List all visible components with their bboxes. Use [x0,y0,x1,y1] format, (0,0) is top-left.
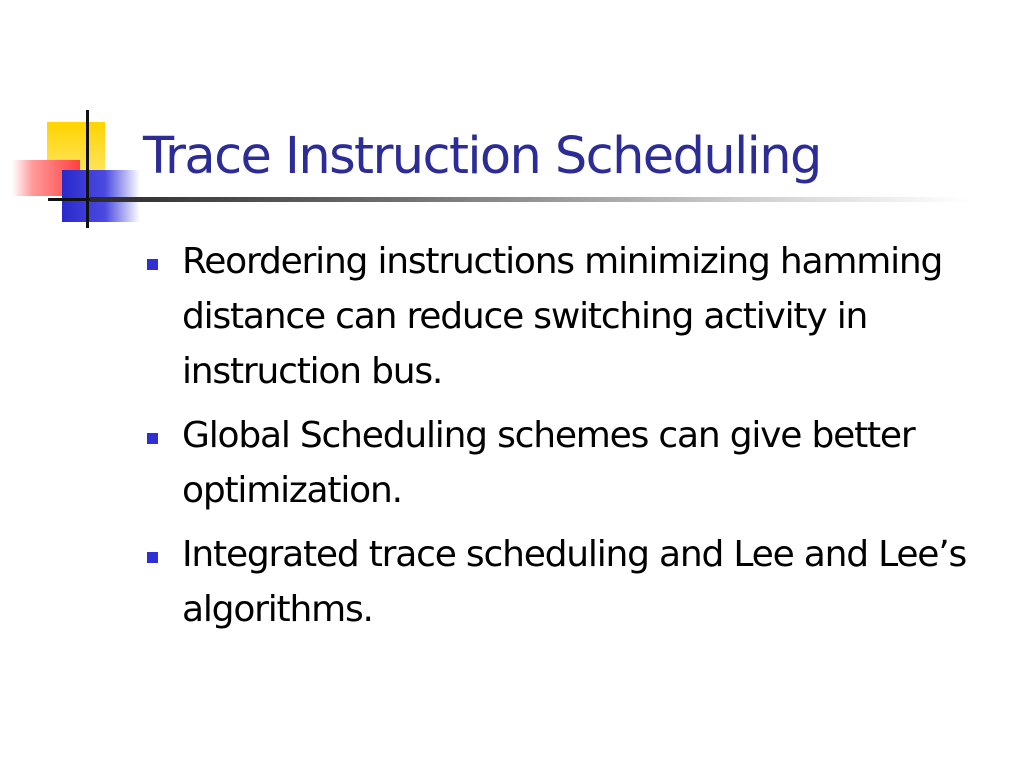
bullet-list [146,234,1006,646]
title-underline-rule [90,197,970,202]
bullet-text: Integrated trace scheduling and Lee and Lee’s algorithms. [182,534,967,630]
bullet-item [146,408,1006,518]
vertical-crosshair-line [86,110,89,228]
square-bullet-icon [147,259,158,270]
square-bullet-icon [147,552,158,563]
bullet-text: Global Scheduling schemes can give better optimization. [182,415,915,511]
square-bullet-icon [147,433,158,444]
slide-title: Trace Instruction Scheduling [143,127,821,186]
bullet-item [146,234,1006,399]
bullet-text: Reordering instructions minimizing hamming distance can reduce switching activity in instruction bus. [182,241,943,392]
blue-square-decoration [62,170,140,222]
squares-crosshair-logo-icon [0,0,150,240]
bullet-item [146,527,1006,637]
